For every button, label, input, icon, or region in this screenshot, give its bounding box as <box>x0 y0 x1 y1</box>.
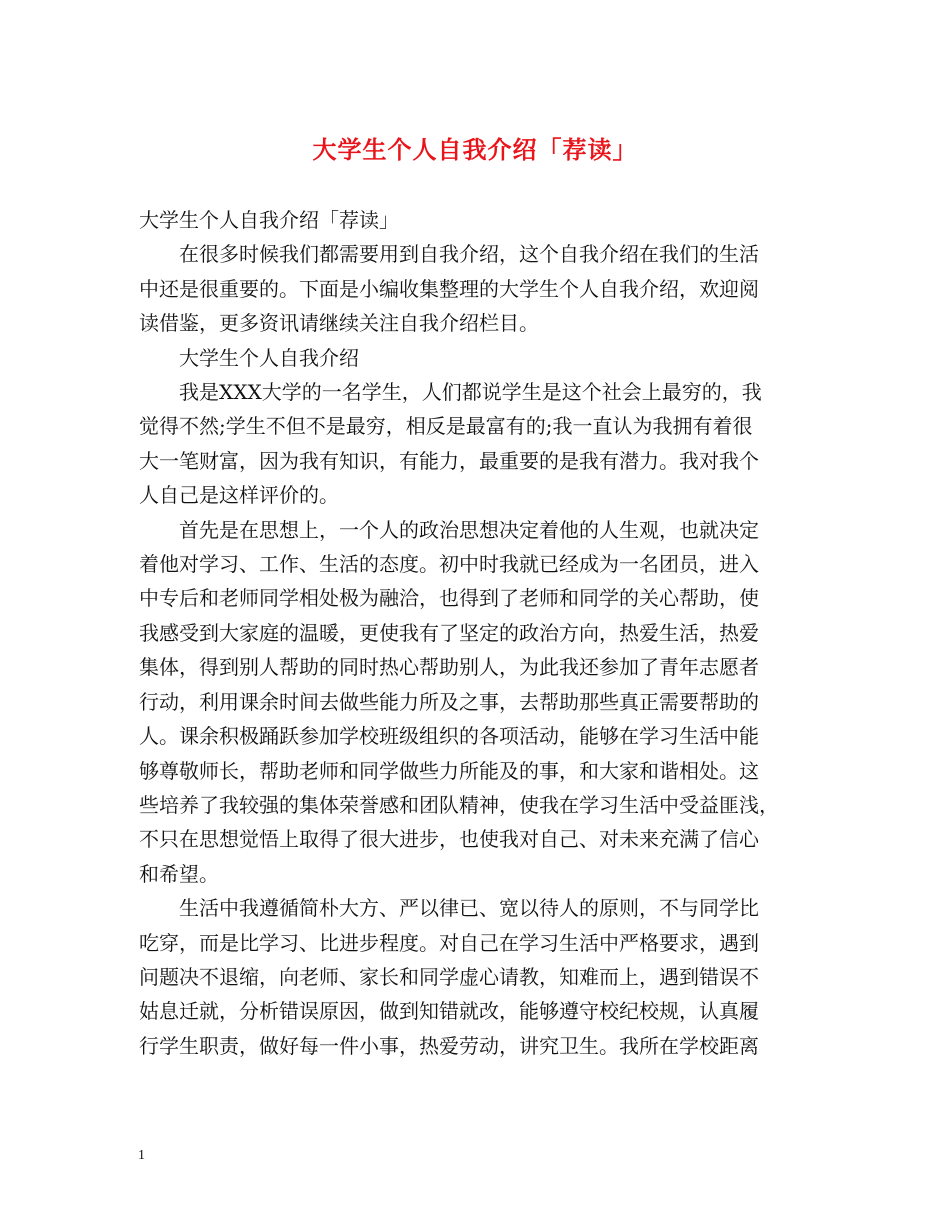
text-line: 吃穿，而是比学习、比进步程度。对自己在学习生活中严格要求，遇到 <box>139 930 759 955</box>
text-line: 行学生职责，做好每一件小事，热爱劳动，讲究卫生。我所在学校距离 <box>139 1033 759 1058</box>
text-line: 在很多时候我们都需要用到自我介绍，这个自我介绍在我们的生活 <box>139 242 759 267</box>
text-line: 大学生个人自我介绍 <box>139 345 359 370</box>
text-line: 觉得不然;学生不但不是最穷，相反是最富有的;我一直认为我拥有着很 <box>139 414 753 439</box>
text-line: 首先是在思想上，一个人的政治思想决定着他的人生观，也就决定 <box>139 517 759 542</box>
text-line: 着他对学习、工作、生活的态度。初中时我就已经成为一名团员，进入 <box>139 552 759 577</box>
text-line: 读借鉴，更多资讯请继续关注自我介绍栏目。 <box>139 311 539 336</box>
text-line: 姑息迁就，分析错误原因，做到知错就改，能够遵守校纪校规，认真履 <box>139 999 759 1024</box>
text-line: 够尊敬师长，帮助老师和同学做些力所能及的事，和大家和谐相处。这 <box>139 758 759 783</box>
text-line: 中专后和老师同学相处极为融洽，也得到了老师和同学的关心帮助，使 <box>139 586 759 611</box>
text-line: 人自己是这样评价的。 <box>139 483 339 508</box>
text-line: 人。课余积极踊跃参加学校班级组织的各项活动，能够在学习生活中能 <box>139 724 759 749</box>
document-body <box>139 203 819 1063</box>
text-line: 行动，利用课余时间去做些能力所及之事，去帮助那些真正需要帮助的 <box>139 689 759 714</box>
text-line: 些培养了我较强的集体荣誉感和团队精神，使我在学习生活中受益匪浅， <box>139 792 779 817</box>
text-line: 我是XXX大学的一名学生，人们都说学生是这个社会上最穷的，我 <box>139 380 762 405</box>
text-line: 和希望。 <box>139 861 219 886</box>
text-line: 问题决不退缩，向老师、家长和同学虚心请教，知难而上，遇到错误不 <box>139 964 759 989</box>
text-line: 生活中我遵循简朴大方、严以律已、宽以待人的原则，不与同学比 <box>139 896 759 921</box>
text-line: 集体，得到别人帮助的同时热心帮助别人，为此我还参加了青年志愿者 <box>139 655 759 680</box>
text-line: 不只在思想觉悟上取得了很大进步，也使我对自己、对未来充满了信心 <box>139 827 759 852</box>
document-title: 大学生个人自我介绍「荐读」 <box>312 135 638 164</box>
text-line: 大一笔财富，因为我有知识，有能力，最重要的是我有潜力。我对我个 <box>139 448 759 473</box>
text-line: 中还是很重要的。下面是小编收集整理的大学生个人自我介绍，欢迎阅 <box>139 276 759 301</box>
text-line: 大学生个人自我介绍「荐读」 <box>139 208 399 232</box>
text-line: 我感受到大家庭的温暖，更使我有了坚定的政治方向，热爱生活，热爱 <box>139 620 759 645</box>
page-number: 1 <box>138 1148 145 1163</box>
